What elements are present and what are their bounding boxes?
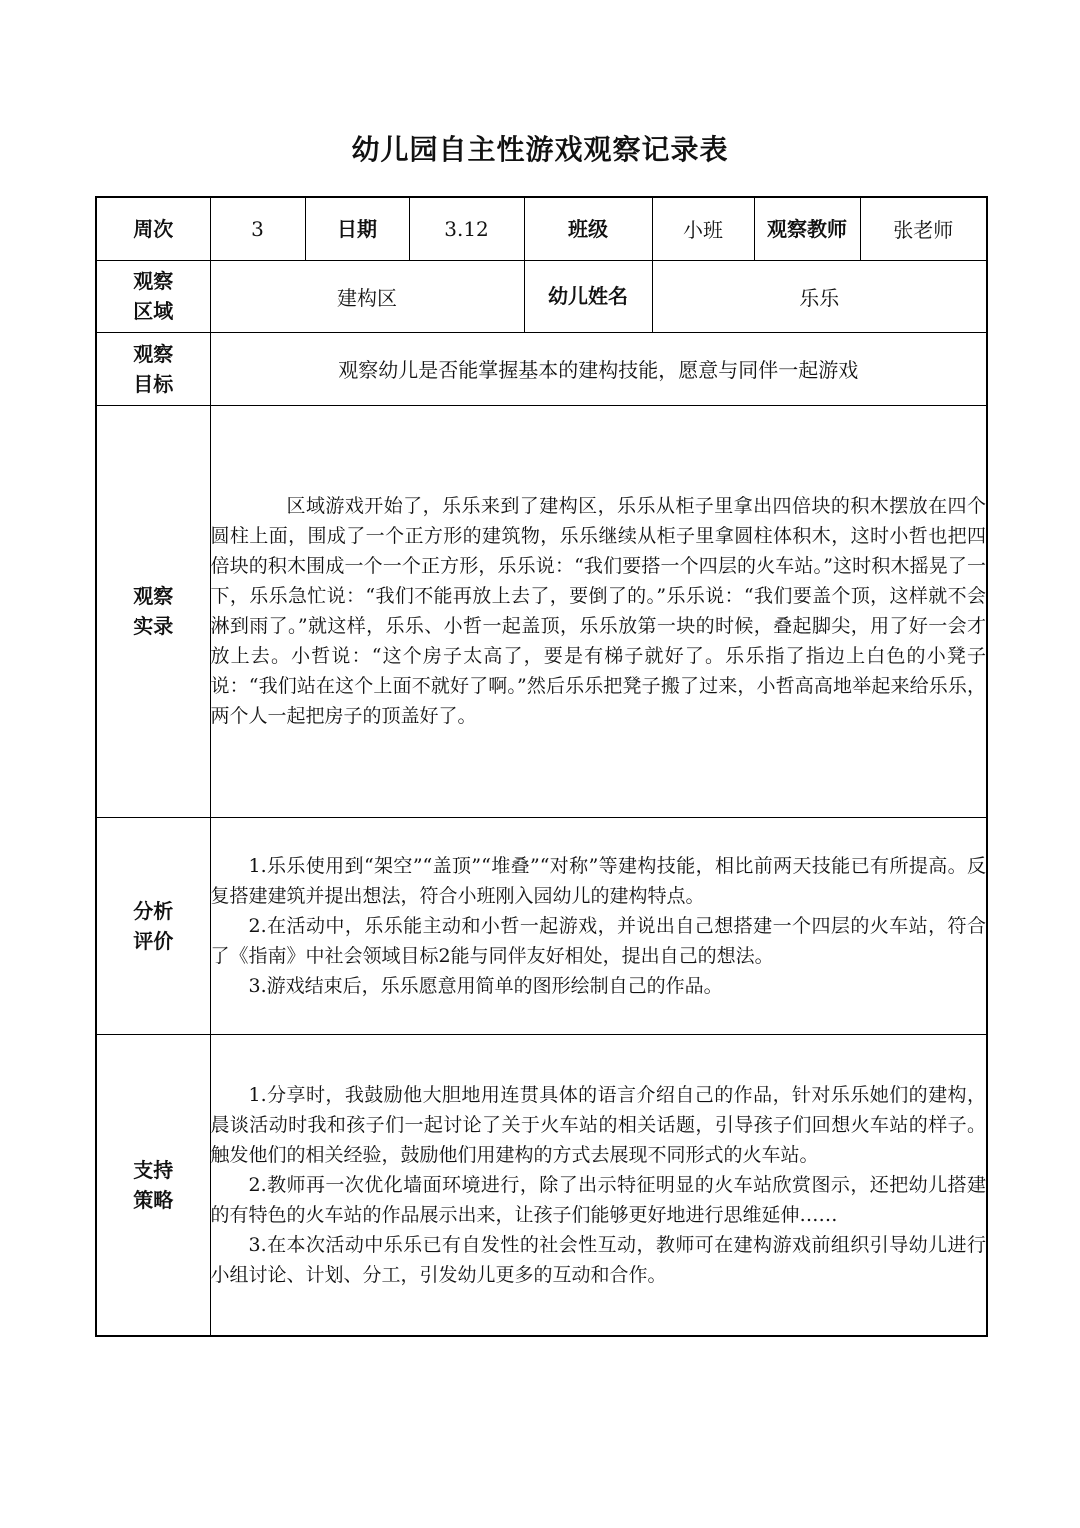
analysis-item: 1.乐乐使用到“架空”“盖顶”“堆叠”“对称”等建构技能，相比前两天技能已有所提高。反复搭建建筑并提出想法，符合小班刚入园幼儿的建构特点。 — [210, 854, 986, 907]
date-label: 日期 — [305, 197, 409, 260]
record-label-line2: 实录 — [133, 614, 174, 638]
child-name-value: 乐乐 — [652, 260, 987, 332]
analysis-label-line1: 分析 — [133, 898, 174, 923]
week-label: 周次 — [96, 197, 210, 260]
teacher-label: 观察教师 — [754, 197, 860, 260]
date-value: 3.12 — [409, 197, 524, 260]
analysis-label-line2: 评价 — [133, 928, 174, 953]
teacher-value: 张老师 — [860, 197, 987, 260]
area-label-line2: 区域 — [133, 299, 174, 323]
week-value: 3 — [210, 197, 305, 260]
strategy-label-line1: 支持 — [133, 1157, 174, 1182]
analysis-label — [96, 817, 210, 1034]
strategy-cell — [210, 1034, 987, 1336]
table-row — [96, 260, 987, 332]
child-name-label: 幼儿姓名 — [524, 260, 652, 332]
class-value: 小班 — [652, 197, 754, 260]
goal-label — [96, 332, 210, 405]
strategy-item: 1.分享时，我鼓励他大胆地用连贯具体的语言介绍自己的作品，针对乐乐她们的建构，晨谈活动时我和孩子们一起讨论了关于火车站的相关话题，引导孩子们回想火车站的样子。触发他们的相关经验，鼓励他们用建构的方式去展现不同形式的火车站。 — [210, 1083, 986, 1166]
goal-label-line2: 目标 — [133, 371, 174, 396]
strategy-item: 2.教师再一次优化墙面环境进行，除了出示特征明显的火车站欣赏图示，还把幼儿搭建的有特色的火车站的作品展示出来，让孩子们能够更好地进行思维延伸…… — [210, 1173, 986, 1226]
area-label-line1: 观察 — [133, 269, 174, 293]
table-row — [96, 197, 987, 260]
analysis-item: 2.在活动中，乐乐能主动和小哲一起游戏，并说出自己想搭建一个四层的火车站，符合了《指南》中社会领域目标2能与同伴友好相处，提出自己的想法。 — [210, 914, 986, 967]
table-row — [96, 405, 987, 817]
page-title: 幼儿园自主性游戏观察记录表 — [351, 133, 729, 166]
analysis-cell — [210, 817, 987, 1034]
strategy-label — [96, 1034, 210, 1336]
table-row — [96, 332, 987, 405]
area-value: 建构区 — [210, 260, 524, 332]
strategy-item: 3.在本次活动中乐乐已有自发性的社会性互动，教师可在建构游戏前组织引导幼儿进行小组讨论、计划、分工，引发幼儿更多的互动和合作。 — [210, 1233, 986, 1286]
record-text: 区域游戏开始了，乐乐来到了建构区，乐乐从柜子里拿出四倍块的积木摆放在四个圆柱上面，围成了一个正方形的建筑物，乐乐继续从柜子里拿圆柱体积木，这时小哲也把四倍块的积木围成一个一个正方形，乐乐说：“我们要搭一个四层的火车站。”这时积木摇晃了一下，乐乐急忙说：“我们不能再放上去了，要倒了的。”乐乐说：“我们要盖个顶，这样就不会淋到雨了。”就这样，乐乐、小哲一起盖顶，乐乐放第一块的时候，叠起脚尖，用了好一会才放上去。小哲说：“这个房子太高了，要是有梯子就好了。乐乐指了指边上白色的小凳子说：“我们站在这个上面不就好了啊。”然后乐乐把凳子搬了过来，小哲高高地举起来给乐乐，两个人一起把房子的顶盖好了。 — [210, 495, 986, 727]
observation-record-table — [95, 196, 988, 1337]
goal-value: 观察幼儿是否能掌握基本的建构技能，愿意与同伴一起游戏 — [210, 332, 987, 405]
record-label — [96, 405, 210, 817]
area-label — [96, 260, 210, 332]
table-row — [96, 817, 987, 1034]
class-label: 班级 — [524, 197, 652, 260]
record-cell — [210, 405, 987, 817]
record-label-line1: 观察 — [133, 584, 174, 608]
analysis-item: 3.游戏结束后，乐乐愿意用简单的图形绘制自己的作品。 — [248, 974, 723, 997]
table-row — [96, 1034, 987, 1336]
strategy-label-line2: 策略 — [133, 1187, 174, 1212]
goal-label-line1: 观察 — [133, 341, 174, 366]
